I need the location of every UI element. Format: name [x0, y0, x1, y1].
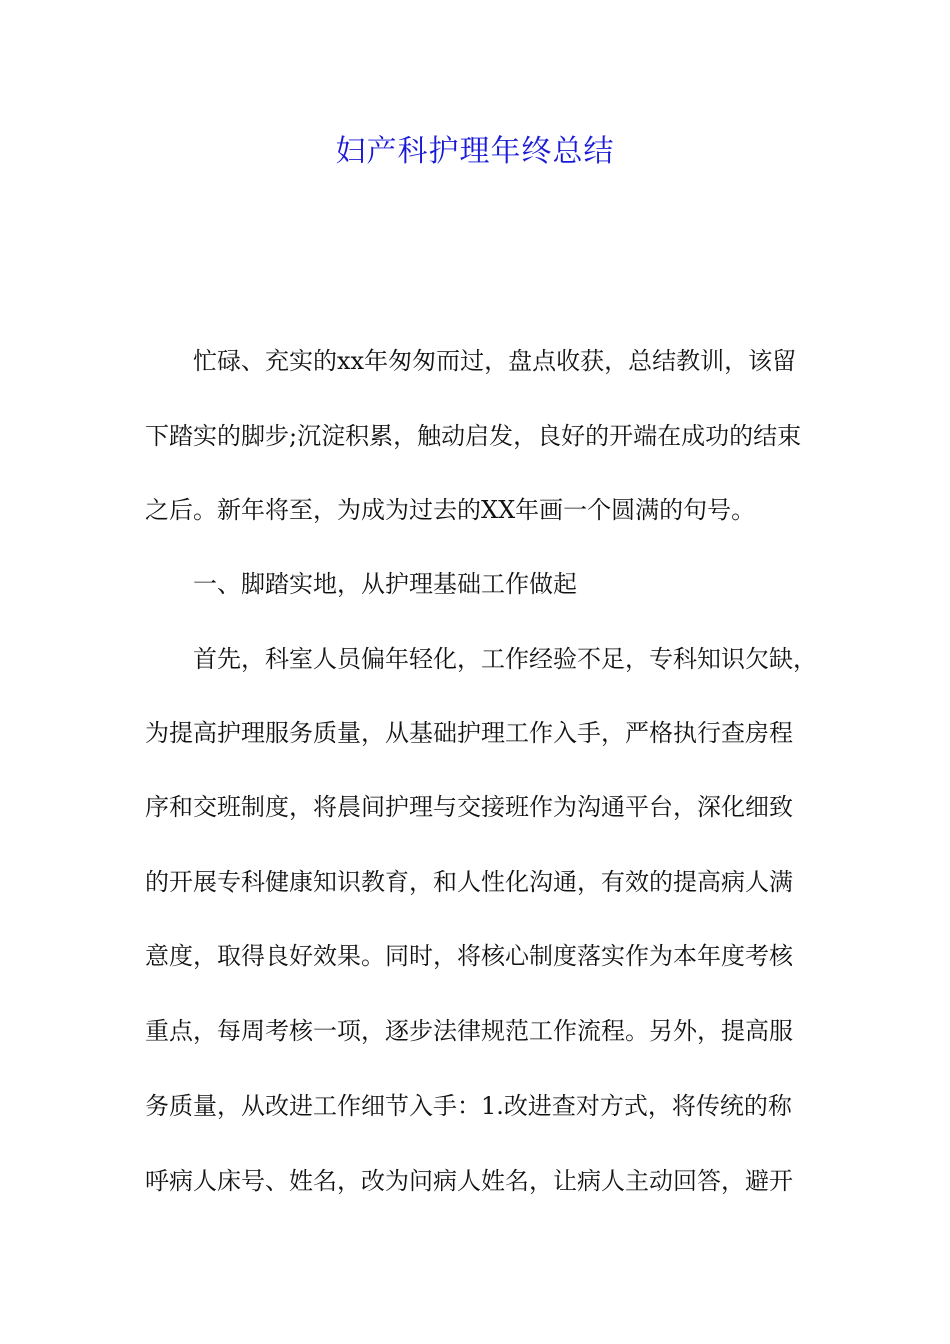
paragraph-line: 为提高护理服务质量，从基础护理工作入手，严格执行查房程: [145, 719, 793, 747]
paragraph-line: 下踏实的脚步;沉淀积累，触动启发，良好的开端在成功的结束: [145, 422, 802, 450]
paragraph-line: 呼病人床号、姓名，改为问病人姓名，让病人主动回答，避开: [145, 1167, 793, 1195]
section-heading: 一、脚踏实地，从护理基础工作做起: [193, 570, 577, 598]
paragraph-line: 意度，取得良好效果。同时，将核心制度落实作为本年度考核: [145, 942, 793, 970]
document-title: 妇产科护理年终总结: [335, 134, 615, 169]
paragraph-line: 务质量，从改进工作细节入手：1.改进查对方式，将传统的称: [145, 1092, 792, 1120]
paragraph-line: 首先，科室人员偏年轻化，工作经验不足，专科知识欠缺，: [193, 645, 817, 673]
paragraph-line: 重点，每周考核一项，逐步法律规范工作流程。另外，提高服: [145, 1017, 793, 1045]
paragraph-line: 忙碌、充实的xx年匆匆而过，盘点收获，总结教训，该留: [193, 347, 797, 375]
paragraph-line: 之后。新年将至，为成为过去的XX年画一个圆满的句号。: [145, 496, 756, 524]
paragraph-line: 的开展专科健康知识教育，和人性化沟通，有效的提高病人满: [145, 868, 793, 896]
paragraph-line: 序和交班制度，将晨间护理与交接班作为沟通平台，深化细致: [145, 793, 793, 821]
